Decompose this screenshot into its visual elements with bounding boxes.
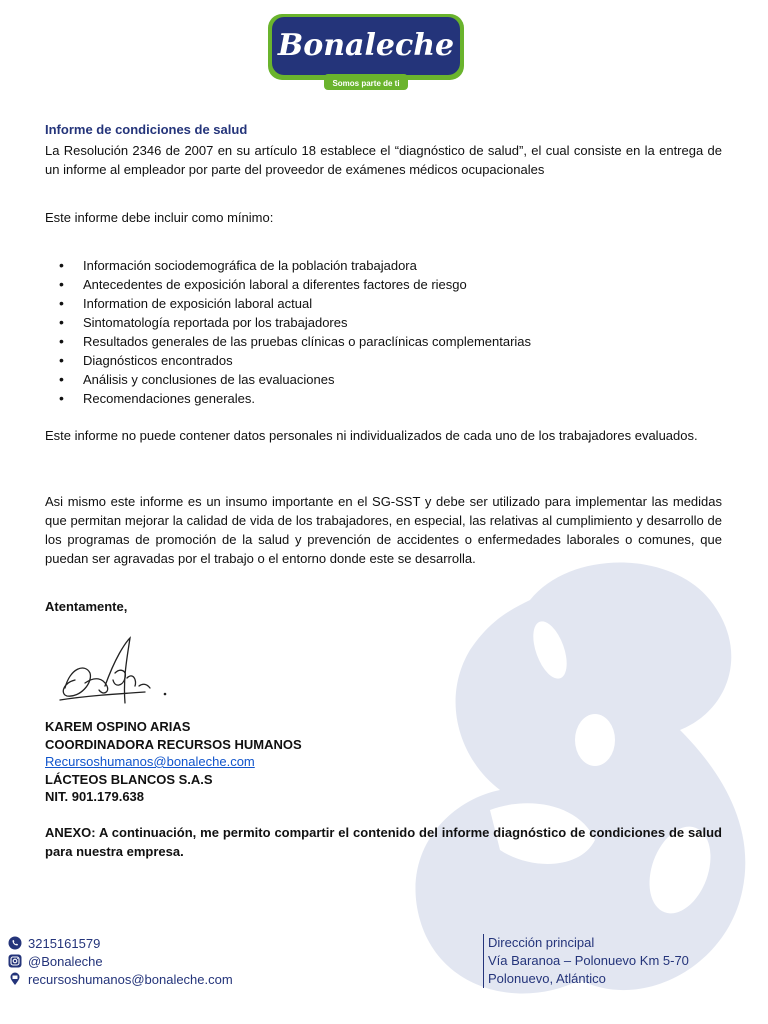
list-item: • Análisis y conclusiones de las evaluaciones bbox=[45, 370, 531, 389]
footer-address bbox=[483, 934, 689, 988]
paragraph-resolution: La Resolución 2346 de 2007 en su artículo 18 establece el “diagnóstico de salud”, el cual consiste en la entrega de un informe al empleador por parte del proveedor de exámenes médicos ocupacionales bbox=[45, 143, 722, 177]
bonaleche-logo bbox=[266, 12, 466, 92]
contact-text: 3215161579 bbox=[28, 935, 101, 951]
requirements-list bbox=[45, 256, 531, 408]
paragraph-intro: Este informe debe incluir como mínimo: bbox=[45, 210, 274, 225]
address-line-1: Vía Baranoa – Polonuevo Km 5-70 bbox=[488, 953, 689, 968]
signer-email-link[interactable]: Recursoshumanos@bonaleche.com bbox=[45, 754, 255, 769]
contact-text: recursoshumanos@bonaleche.com bbox=[28, 971, 233, 987]
contact-instagram bbox=[8, 952, 233, 970]
paragraph-sgsst: Asi mismo este informe es un insumo importante en el SG-SST y debe ser utilizado para implementar las medidas que permitan mejorar la calidad de vida de los trabajadores, en especial, las relativas al cumplimiento y desarrollo de los programas de promoción de la salud y prevención de accidentes o enfermedades laborales o comunes, que puedan ser agravadas por el trabajo o el entorno donde este se desarrolla. bbox=[45, 494, 722, 566]
closing-text: Atentamente, bbox=[45, 599, 128, 614]
signer-name: KAREM OSPINO ARIAS bbox=[45, 719, 191, 734]
logo-tagline: Somos parte de ti bbox=[332, 79, 400, 88]
contact-email bbox=[8, 970, 233, 988]
list-item: • Resultados generales de las pruebas clínicas o paraclínicas complementarias bbox=[45, 332, 531, 351]
list-item: • Antecedentes de exposición laboral a diferentes factores de riesgo bbox=[45, 275, 531, 294]
signature-block bbox=[45, 718, 302, 806]
whatsapp-icon bbox=[8, 936, 22, 950]
list-item: • Information de exposición laboral actual bbox=[45, 294, 531, 313]
company-name: LÁCTEOS BLANCOS S.A.S bbox=[45, 771, 213, 787]
logo-brand-text: Bonaleche bbox=[277, 28, 455, 63]
company-nit: NIT. 901.179.638 bbox=[45, 789, 145, 804]
contact-phone bbox=[8, 934, 233, 952]
list-item: • Información sociodemográfica de la población trabajadora bbox=[45, 256, 531, 275]
footer-contacts bbox=[8, 934, 233, 988]
document-title: Informe de condiciones de salud bbox=[45, 122, 248, 137]
handwritten-signature bbox=[55, 628, 180, 718]
location-email-icon bbox=[8, 972, 22, 986]
address-line-2: Polonuevo, Atlántico bbox=[488, 971, 606, 986]
instagram-icon bbox=[8, 954, 22, 968]
background-watermark bbox=[380, 540, 768, 1000]
contact-text: @Bonaleche bbox=[28, 953, 103, 969]
list-item: • Sintomatología reportada por los trabajadores bbox=[45, 313, 531, 332]
list-item: • Recomendaciones generales. bbox=[45, 389, 531, 408]
address-heading: Dirección principal bbox=[488, 935, 595, 950]
signer-role: COORDINADORA RECURSOS HUMANOS bbox=[45, 736, 302, 752]
annex-note: ANEXO: A continuación, me permito compartir el contenido del informe diagnóstico de condiciones de salud para nuestra empresa. bbox=[45, 825, 722, 859]
paragraph-privacy: Este informe no puede contener datos personales ni individualizados de cada uno de los trabajadores evaluados. bbox=[45, 428, 698, 443]
list-item: • Diagnósticos encontrados bbox=[45, 351, 531, 370]
